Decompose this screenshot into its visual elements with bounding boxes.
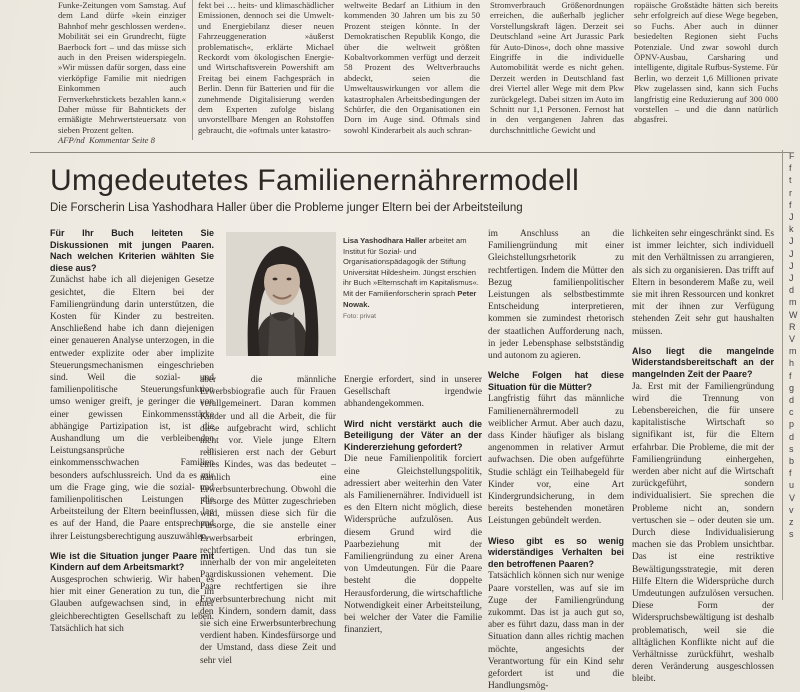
interview-answer: Tatsächlich können sich nur wenige Paare vorstellen, was auf sie im Zuge der Familiengründung zukommt. Das ist ja auch gut so, aber es führt dazu, dass man in der Situation dann alles richtig machen möchte, angesichts der Verantwortung für ein Kind sehr gefordert ist und die Handlungsmög- [488, 571, 624, 692]
column-divider [192, 0, 193, 140]
prev-article-comment-ref: Kommentar Seite 8 [89, 135, 155, 146]
caption-interviewer: Peter Nowak. [343, 288, 477, 309]
prev-article-col-4-text: Stromverbrauch Größenordnungen erreichen, die außerhalb jeglicher Vorstellungskraft lägen. Derzeit sei Deutschland »eine Art Jurassic Park für Auto-Dinos«, doch ohne massive Eingriffe in die individuelle Automobilität werde es nicht gehen. Derzeit werden in Deutschland fast drei Viertel aller Wege mit dem Pkw zurückgelegt. Dabei sitzen im Auto im Schnitt nur 1,1 Personen. Fernost hat in den vergangenen Jahren das durchschnittliche Gewicht und [490, 0, 624, 135]
adjacent-article-fragment: m [789, 297, 797, 308]
article-text: im Anschluss an die Familiengründung mit einer Gleichstellungsrhetorik zu rechtfertigen. Indem die Mütter den Bezug familienpolitischer Leistungen als selbstbestimmte Entscheidung interpretieren, kommen sie zumindest rhetorisch der staatlichen Aufforderung nach, in jeder Lebensphase selbstständig und autonom zu agieren. [488, 229, 624, 362]
interview-question: Wieso gibt es so wenig widerständiges Verhalten bei den betroffenen Paaren? [488, 535, 624, 569]
adjacent-article-fragment: m [789, 346, 797, 357]
prev-article-col-1 [58, 0, 186, 150]
prev-article-source: AFP/nd [58, 135, 85, 146]
interview-answer: Die neue Familienpolitik forciert eine Gleichstellungspolitik, adressiert aber weiterhin den Vater als Familienernährer. Individuell ist es den Eltern nicht möglich, diese Widersprüche aufzulösen. Aus diesem Grund wird die Paarbeziehung mit der Familiengründung zu einer Arena von Umdeutungen. Für die Paare besteht die doppelte Herausforderung, die wirtschaftliche Notwendigkeit einer Arbeitsteilung, bei welcher der Vater die Familie finanziert, [344, 454, 482, 636]
adjacent-article-fragment: J [789, 248, 794, 259]
article-col-4 [488, 228, 624, 692]
photo-credit: Foto: privat [343, 313, 376, 321]
adjacent-article-fragment: d [789, 431, 795, 442]
adjacent-article-fragment: J [789, 260, 794, 271]
caption-text: arbeitet am Institut für Sozial- und Organisationspädagogik der Stiftung Universität Hildesheim. Jüngst erschien ihr Buch »Elternschaft im Kapitalismus«. Mit der Familienforscherin sprach [343, 236, 479, 298]
interview-answer: Langfristig führt das männliche Familienernährermodell zu weiblicher Armut. Aber auch dazu, dass Kinder häufiger als bislang angenommen in relativer Armut aufwachsen. Die oben aufgeführte Studie schlägt ein Teilhabegeld für Kinder vor, eine Art Kindergrundsicherung, in dem bereits bestehenden monetären Leistungen gebündelt werden. [488, 394, 624, 527]
column-divider [782, 150, 783, 600]
adjacent-article-fragment: v [789, 504, 794, 515]
adjacent-article-fragment: k [789, 224, 794, 235]
adjacent-article-fragment: J [789, 273, 794, 284]
author-bio-caption [343, 236, 481, 323]
prev-article-col-5-text: ropäische Großstädte hätten sich bereits sehr erfolgreich auf diese Wege begeben, so Fuchs. Aber auch in dünner besiedelten Regionen sieht Fuchs Potenziale. Und zwar sowohl durch ÖPNV-Ausbau, Carsharing und intelligente, digitale Rufbus-Systeme. Für Berlin, wo derzeit 1,6 Millionen private Pkw zugelassen sind, kann sich Fuchs langfristig eine Reduzierung auf 300 000 vorstellen – und die dann natürlich abgasfrei. [634, 0, 778, 125]
adjacent-article-fragment: c [789, 407, 794, 418]
adjacent-article-fragment: J [789, 212, 794, 223]
portrait-image [226, 232, 336, 356]
adjacent-article-fragment: r [789, 187, 792, 198]
adjacent-article-fragment: F [789, 151, 795, 161]
adjacent-article-fragment: s [789, 529, 794, 540]
article-col-3 [344, 374, 482, 636]
adjacent-article-fragment: s [789, 443, 794, 454]
adjacent-article-fragment: d [789, 285, 795, 296]
adjacent-article-fragment: J [789, 236, 794, 247]
article-col-1 [50, 228, 214, 634]
interview-answer: Ausgesprochen schwierig. Wir haben es hier mit einer Generation zu tun, die im Glauben aufgewachsen sind, in einer gleichberechtigten Gesellschaft zu leben. Tatsächlich hat sich [50, 575, 214, 634]
interview-question: Wie ist die Situation junger Paare mit Kindern auf dem Arbeitsmarkt? [50, 550, 214, 573]
prev-article-col-2 [198, 0, 334, 150]
adjacent-article-fragment: p [789, 419, 795, 430]
adjacent-article-fragment: u [789, 480, 795, 491]
article-text: aber die männliche Erwerbsbiografie auch für Frauen verallgemeinert. Daran kommen Kinder und all die Arbeit, die für diese aufgebracht wird, schlicht nicht vor. Viele junge Eltern realisieren erst nach der Geburt eines Kindes, was das bedeutet – nämlich eine Erwerbsunterbrechung. Obwohl die Fürsorge des Mütter zugeschrieben wird, müssen diese sich für die Fürsorge, die sie anstelle einer Erwerbsarbeit erbringen, rechtfertigen. Und das tun sie innerhalb der von mir angeleiteten Paardiskussionen vehement. Die Paare rechtfertigen sie ihre Erwerbsunterbrechung nicht mit den Kindern, sondern damit, dass sie sich eine Erwerbsunterbrechung verdient haben. Kindesfürsorge und der Umstand, dass diese Zeit und sehr viel [200, 375, 336, 666]
adjacent-article-fragment: V [789, 334, 796, 345]
article-col-5 [632, 228, 774, 685]
adjacent-article-fragment: f [789, 199, 792, 210]
adjacent-article-edge [786, 150, 800, 600]
interview-question: Welche Folgen hat diese Situation für die Mütter? [488, 370, 624, 392]
previous-articles-strip [0, 0, 800, 150]
adjacent-article-fragment: W [789, 309, 798, 320]
article-subheadline: Die Forscherin Lisa Yashodhara Haller über die Probleme junger Eltern bei der Arbeitsteilung [50, 202, 523, 214]
adjacent-article-fragment: b [789, 456, 795, 467]
adjacent-article-fragment: f [789, 163, 792, 174]
article-text: lichkeiten sehr eingeschränkt sind. Es ist immer leichter, sich individuell mit den Verhältnissen zu arrangieren, als sich zu organisieren. Das trifft auf Eltern in besonderem Maße zu, weil sie mit ihren Ressourcen und konkret mit der ihnen zur Verfügung stehenden Zeit sehr gut haushalten müssen. [632, 229, 774, 337]
prev-article-col-2-text: fekt bei … heits- und klimaschädlicher Emissionen, dennoch sei die Umwelt- und Energiebilanz dieser neuen Fahrzeuggeneration »äußerst problematisch«, erklärte Michael Reckordt vom ökologischen Energie- und Wirtschaftsverein Powershift am Freitag bei einem Fachgespräch in Berlin. Denn für Batterien und für die zunehmende Digitalisierung werden dem Experten zufolge bislang unvorstellbare Mengen an Rohstoffen gebraucht, die »oftmals unter katastro- [198, 0, 334, 135]
prev-article-col-1-text: Funke-Zeitungen vom Samstag. Auf dem Land dürfe »kein einziger Bahnhof mehr geschlossen werden«. Mobilität sei ein Grundrecht, fügte Baerbock fort – und das müsse sich auch in den Preisen widerspiegeln. »Wir müssen dafür sorgen, dass eine vierköpfige Familie mit niedrigen Einkommen auch Fernverkehrstickets bezahlen kann.« Daher müsse für Bahntickets der ermäßigte Mehrwertsteuersatz von sieben Prozent gelten. [58, 0, 186, 135]
adjacent-article-fragment: h [789, 358, 795, 369]
caption-name: Lisa Yashodhara Haller [343, 236, 427, 245]
prev-article-col-3 [344, 0, 480, 150]
prev-article-col-4 [490, 0, 624, 150]
article-text: Energie erfordert, sind in unserer Gesellschaft irgendwie abhandengekommen. [344, 375, 482, 410]
adjacent-article-fragment: d [789, 395, 795, 406]
interview-question: Wird nicht verstärkt auch die Beteiligung der Väter an der Kindererziehung gefordert? [344, 418, 482, 452]
article-headline: Umgedeutetes Familienernährermodell [50, 164, 580, 197]
adjacent-article-fragment: f [789, 468, 792, 479]
article-col-2 [200, 374, 336, 666]
adjacent-article-fragment: R [789, 321, 796, 332]
adjacent-article-fragment: V [789, 492, 796, 503]
adjacent-article-fragment: t [789, 175, 792, 186]
interview-answer: Zunächst habe ich all diejenigen Gesetze gesichtet, die Eltern bei der Familiengründung darin unterstützen, die Kosten für Kinder zu bestreiten. Anschließend habe ich dann diejenigen einer genaueren Analyse unterzogen, in die entweder explizite oder aber implizite Steuerungsmechanismen eingeschrieben sind. Weil die sozial- und familienpolitische Steuerungsfunktion umso weniger greift, je geringer die von einer gewissen Einkommensstärke abhängige Partizipation ist, ist die Aushandlung um die verbleibenden Leistungsansprüche in einkommensschwachen Familien besonders aufschlussreich. Und da es mir um die Frage ging, wie die sozial- und familienpolitischen Leistungen die Arbeitsteilung der Eltern beeinflussen, lag es auf der Hand, die Paare entsprechend ihrer Leistungsberechtigung auszuwählen. [50, 275, 214, 542]
author-portrait-photo [226, 232, 336, 356]
prev-article-col-5 [634, 0, 778, 150]
interview-question: Für Ihr Buch leiteten Sie Diskussionen mit jungen Paaren. Nach welchen Kriterien wählten Sie diese aus? [50, 228, 214, 273]
interview-answer: Ja. Erst mit der Familiengründung wird die Trennung von Lebensbereichen, die für unsere kapitalistische Wirtschaft so signifikant ist, für die Eltern erfahrbar. Die Probleme, die mit der Familiengründung einhergehen, werden aber nicht auf die Wirtschaft zurückgeführt, sondern individualisiert. Sie sprechen die Probleme nicht an, sondern vertuschen sie – oder deuten sie um. Durch diese Individualisierung machen sie das Problem unsichtbar. Das ist eine restriktive Bewältigungsstrategie, mit deren Hilfe Eltern die Widersprüche durch Umdeutungen aufzulösen versuchen. Diese Form der Widerspruchsbewältigung ist deshalb problematisch, weil sie die alltäglichen Konflikte nicht auf die Verhältnisse zurückführt, weshalb deren Veränderung ausgeschlossen bleibt. [632, 381, 774, 685]
adjacent-article-fragment: z [789, 517, 794, 528]
prev-article-col-3-text: weltweite Bedarf an Lithium in den kommenden 30 Jahren um bis zu 50 Prozent steigen könnte. In der Demokratischen Republik Kongo, die über die weltweit größten Kobaltvorkommen verfügt und derzeit 58 Prozent des Weltverbrauchs abdeckt, seien die Umweltauswirkungen vor allem die katastrophalen Arbeitsbedingungen der Schürfer, die den Organisationen ein Dorn im Auge sind. Oftmals sind sowohl Kinderarbeit als auch schran- [344, 0, 480, 135]
section-separator [30, 152, 790, 153]
interview-question: Also liegt die mangelnde Widerstandsbereitschaft an der mangelnden Zeit der Paare? [632, 345, 774, 380]
adjacent-article-fragment: g [789, 382, 795, 393]
adjacent-article-fragment: f [789, 370, 792, 381]
